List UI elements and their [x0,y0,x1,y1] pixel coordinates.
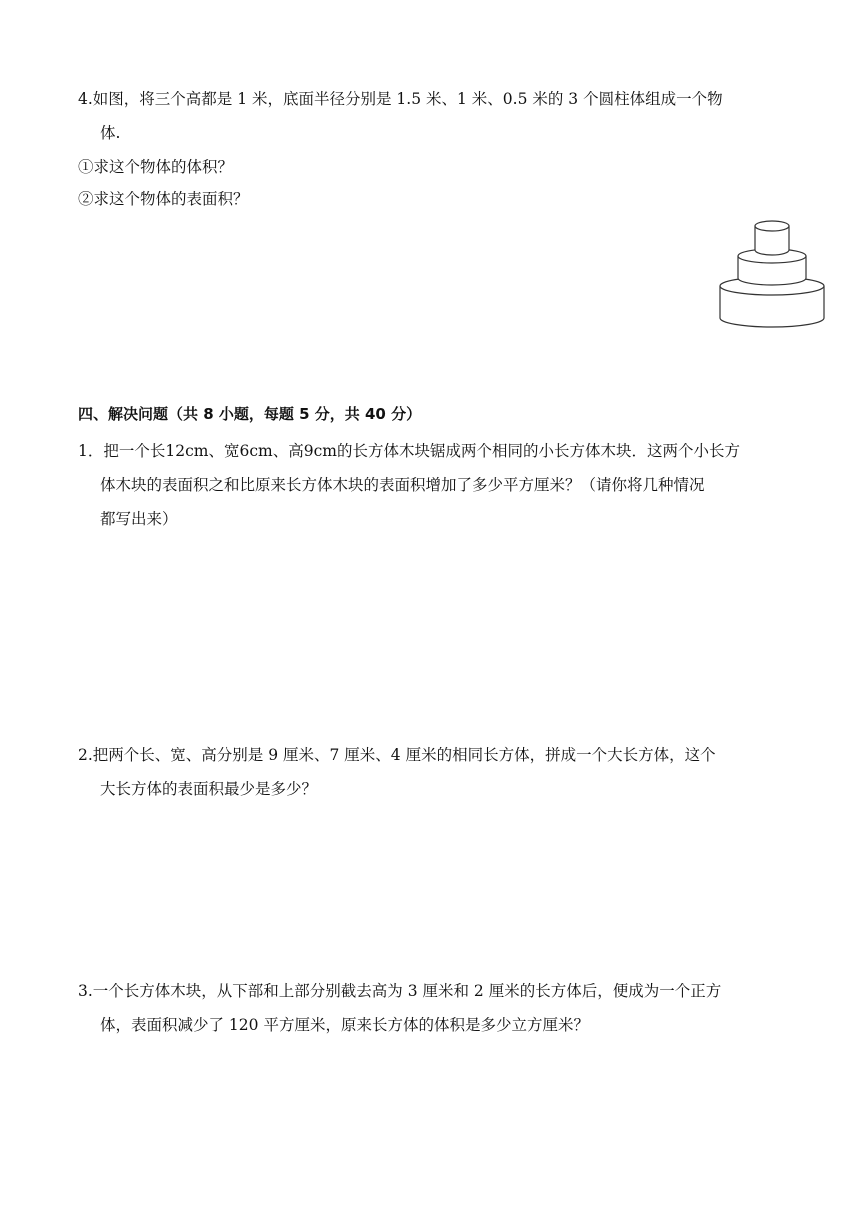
q4-text-line-1: 4.如图，将三个高都是 1 米，底面半径分别是 1.5 米、1 米、0.5 米的 3 个圆柱体组成一个物 [78,90,723,108]
q4-subquestion-1: ①求这个物体的体积？ [78,158,234,176]
problem-1-line-3: 都写出来） [100,510,178,528]
problem-1-line-2: 体木块的表面积之和比原来长方体木块的表面积增加了多少平方厘米？（请你将几种情况 [100,476,705,494]
q4-text-line-2: 体. [100,124,121,142]
stacked-cylinders-figure [714,214,830,334]
problem-3-line-2: 体，表面积减少了 120 平方厘米，原来长方体的体积是多少立方厘米？ [100,1016,589,1034]
problem-2-line-1: 2.把两个长、宽、高分别是 9 厘米、7 厘米、4 厘米的相同长方体，拼成一个大长方体，这个 [78,746,716,764]
q4-subquestion-2: ②求这个物体的表面积？ [78,190,249,208]
problem-1-line-1: 1．把一个长12cm、宽6cm、高9cm的长方体木块锯成两个相同的小长方体木块．这两个小长方 [78,442,740,460]
problem-2-line-2: 大长方体的表面积最少是多少？ [100,780,318,798]
problem-3-line-1: 3.一个长方体木块，从下部和上部分别截去高为 3 厘米和 2 厘米的长方体后，便成为一个正方 [78,982,722,1000]
section-heading: 四、解决问题（共 8 小题，每题 5 分，共 40 分） [78,405,422,423]
